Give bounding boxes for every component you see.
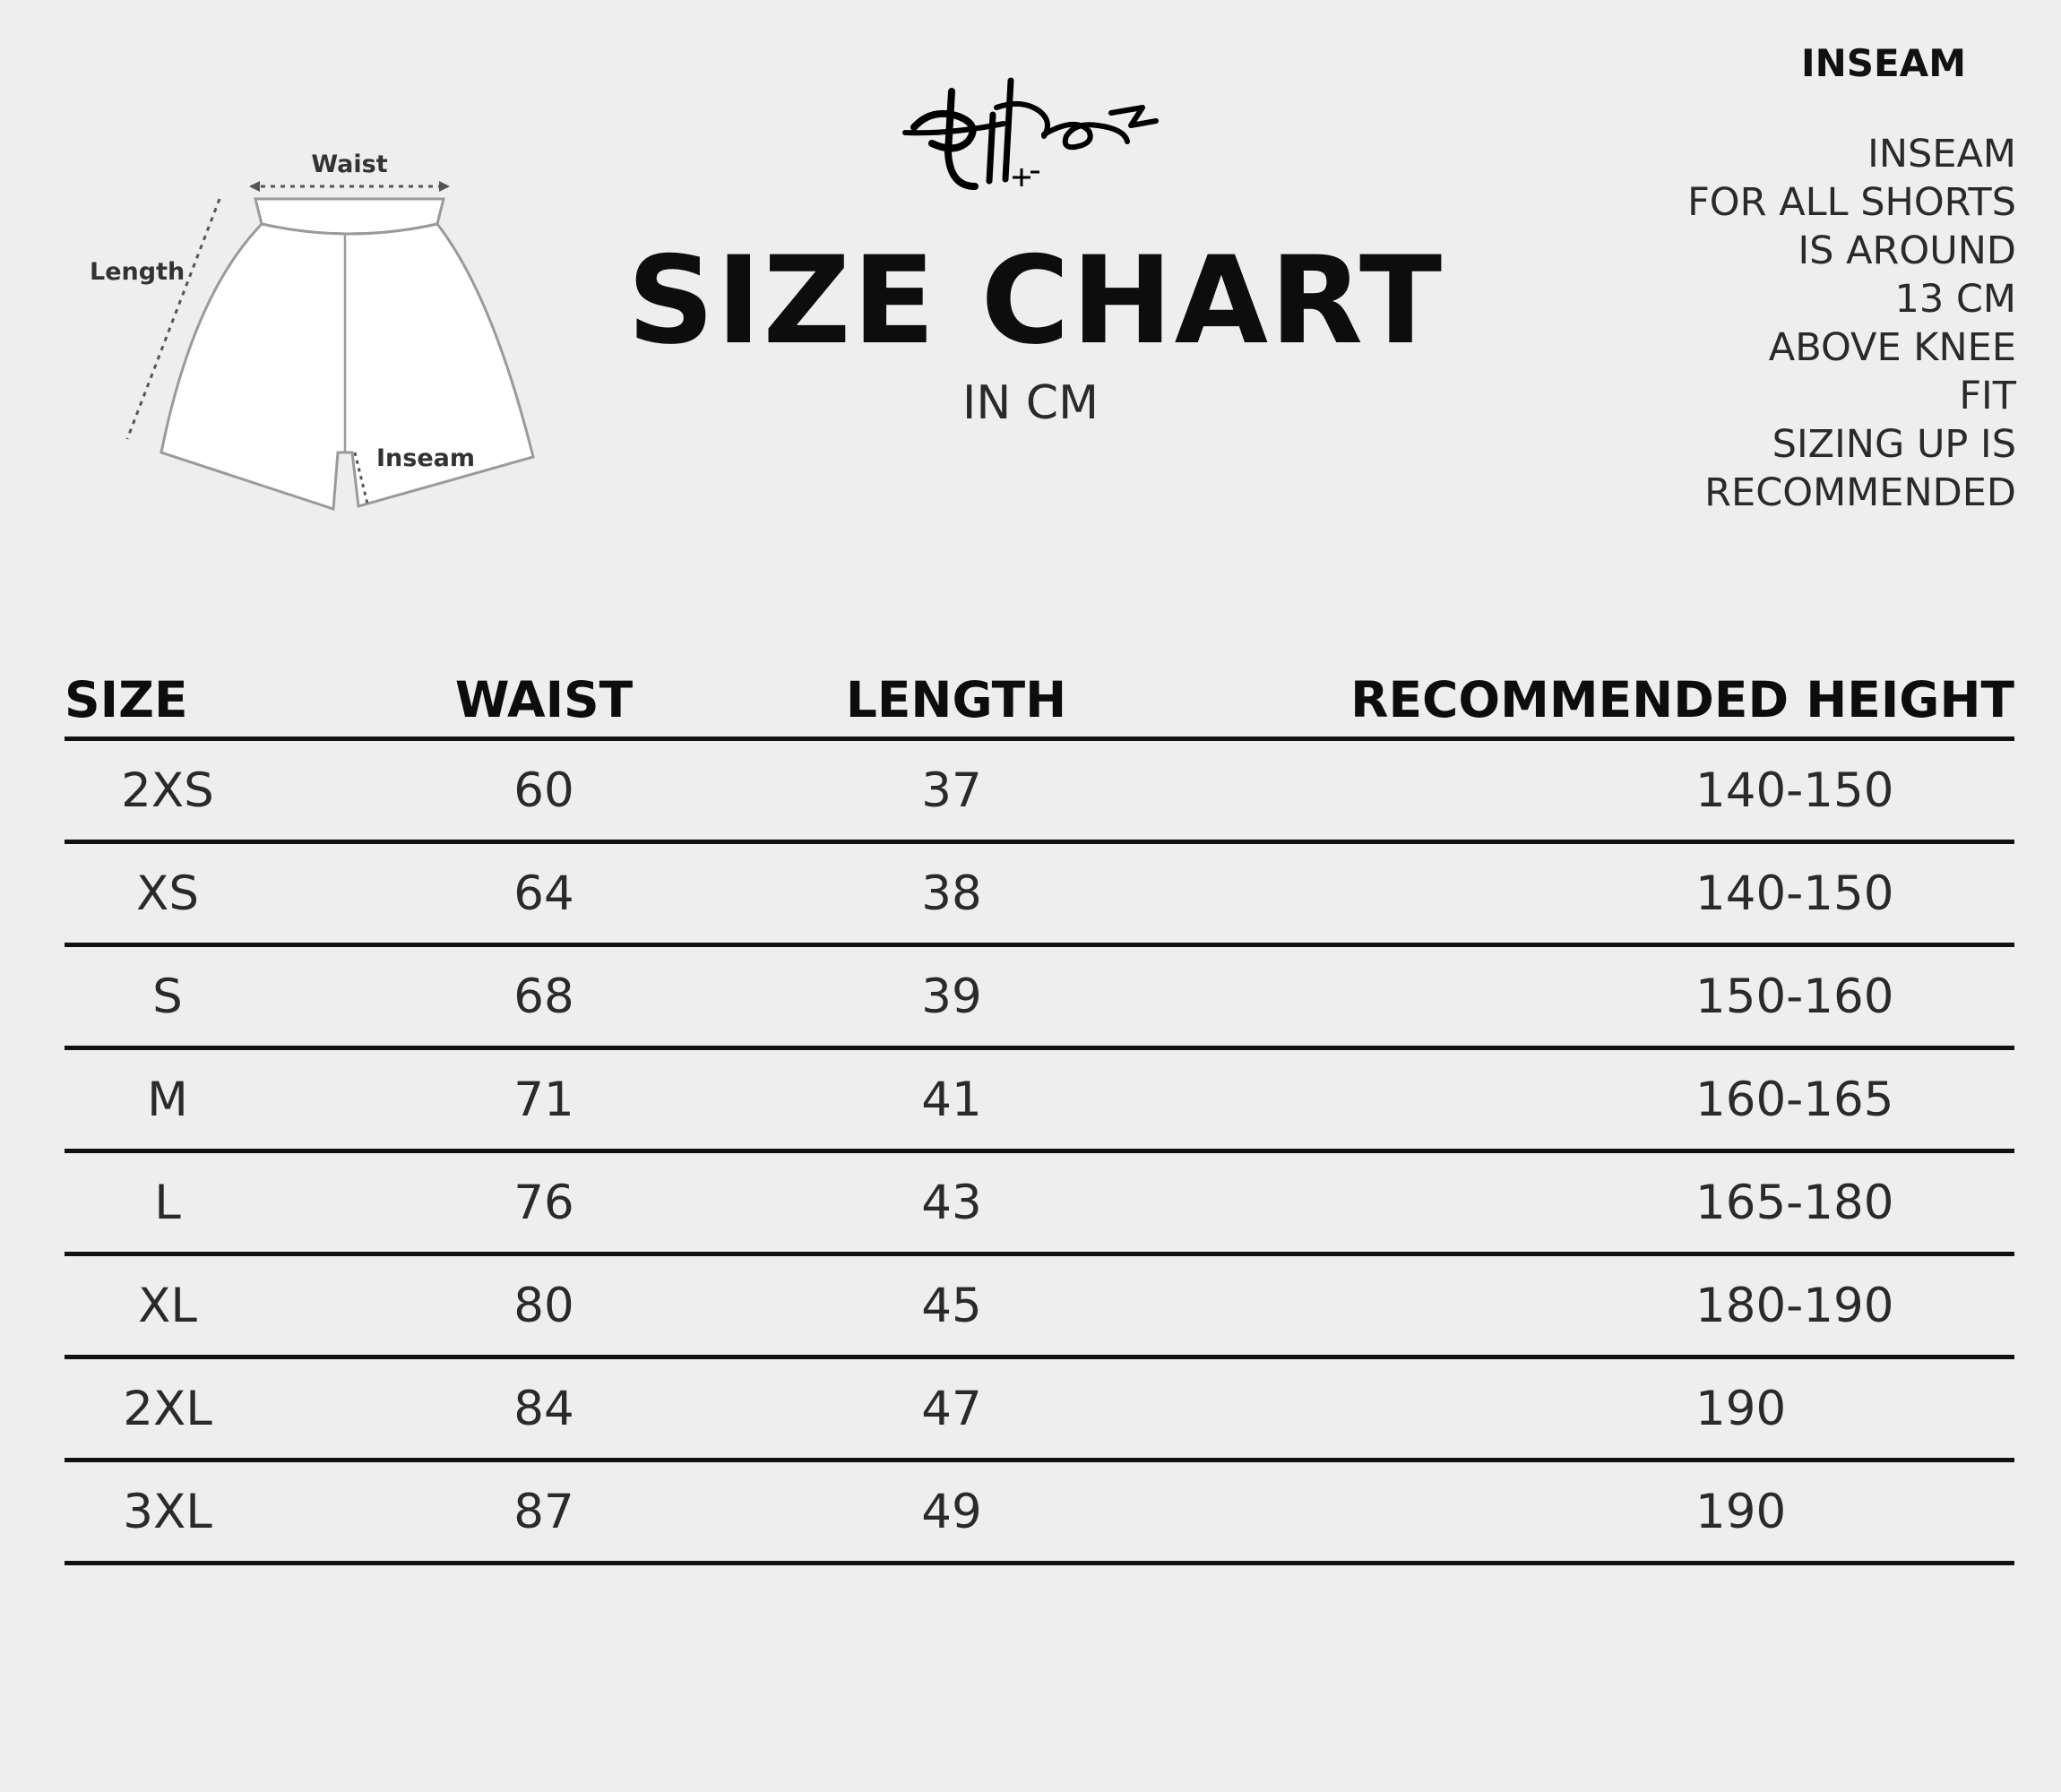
brand-logo: [896, 72, 1165, 206]
cell-size: XL: [138, 1278, 197, 1333]
cell-recommended-height: 140-150: [1695, 866, 1894, 921]
cell-length: 38: [921, 866, 982, 921]
inseam-note-line: ABOVE KNEE: [1768, 325, 2016, 370]
cell-waist: 68: [513, 969, 574, 1024]
cell-size: 2XS: [121, 762, 214, 818]
cell-waist: 64: [513, 866, 574, 921]
inseam-heading: INSEAM: [1800, 41, 1966, 85]
cell-recommended-height: 160-165: [1695, 1072, 1894, 1127]
cell-recommended-height: 140-150: [1695, 762, 1894, 818]
cell-size: 2XL: [123, 1381, 212, 1436]
cell-waist: 71: [513, 1072, 574, 1127]
cell-size: M: [147, 1072, 188, 1127]
unit-subtitle: IN CM: [962, 376, 1099, 430]
cell-length: 41: [921, 1072, 982, 1127]
cell-waist: 84: [513, 1381, 574, 1436]
inseam-note-line: FIT: [1959, 374, 2016, 418]
table-row: [65, 1256, 2014, 1359]
inseam-note-line: SIZING UP IS: [1772, 422, 2016, 467]
cell-recommended-height: 150-160: [1695, 969, 1894, 1024]
cell-size: 3XL: [123, 1484, 212, 1539]
table-row: [65, 1050, 2014, 1153]
cell-recommended-height: 180-190: [1695, 1278, 1894, 1333]
table-row: [65, 1153, 2014, 1256]
shorts-diagram: [72, 134, 556, 529]
shorts-outline-icon: [72, 134, 556, 529]
cell-length: 49: [921, 1484, 982, 1539]
column-header-waist: WAIST: [454, 671, 634, 728]
page-title: SIZE CHART: [627, 230, 1444, 371]
table-row: [65, 947, 2014, 1050]
waist-label: Waist: [311, 151, 388, 178]
cell-length: 43: [921, 1175, 982, 1230]
cell-recommended-height: 165-180: [1695, 1175, 1894, 1230]
inseam-note-line: INSEAM: [1867, 132, 2016, 177]
column-header-size: SIZE: [65, 671, 188, 728]
inseam-note-line: IS AROUND: [1798, 228, 2016, 273]
cell-size: XS: [136, 866, 199, 921]
cell-length: 37: [921, 762, 982, 818]
cell-length: 39: [921, 969, 982, 1024]
table-row: [65, 1359, 2014, 1462]
cell-recommended-height: 190: [1695, 1484, 1787, 1539]
cell-waist: 87: [513, 1484, 574, 1539]
cell-waist: 60: [513, 762, 574, 818]
column-header-recommended-height: RECOMMENDED HEIGHT: [1350, 671, 2014, 728]
table-row: [65, 1462, 2014, 1565]
table-header-row: [65, 663, 2014, 741]
inseam-note: [1550, 130, 2016, 517]
column-header-length: LENGTH: [845, 671, 1067, 728]
cell-length: 45: [921, 1278, 982, 1333]
cell-size: S: [152, 969, 183, 1024]
cell-waist: 76: [513, 1175, 574, 1230]
length-label: Length: [90, 258, 185, 286]
cell-recommended-height: 190: [1695, 1381, 1787, 1436]
inseam-label: Inseam: [376, 444, 476, 472]
size-table: [65, 663, 2014, 1565]
inseam-note-line: FOR ALL SHORTS: [1687, 180, 2016, 225]
cell-length: 47: [921, 1381, 982, 1436]
table-row: [65, 844, 2014, 947]
cell-waist: 80: [513, 1278, 574, 1333]
inseam-note-line: 13 CM: [1894, 277, 2016, 322]
signature-logo-icon: [896, 72, 1165, 206]
inseam-note-line: RECOMMENDED: [1704, 470, 2016, 515]
table-row: [65, 741, 2014, 844]
cell-size: L: [154, 1175, 181, 1230]
